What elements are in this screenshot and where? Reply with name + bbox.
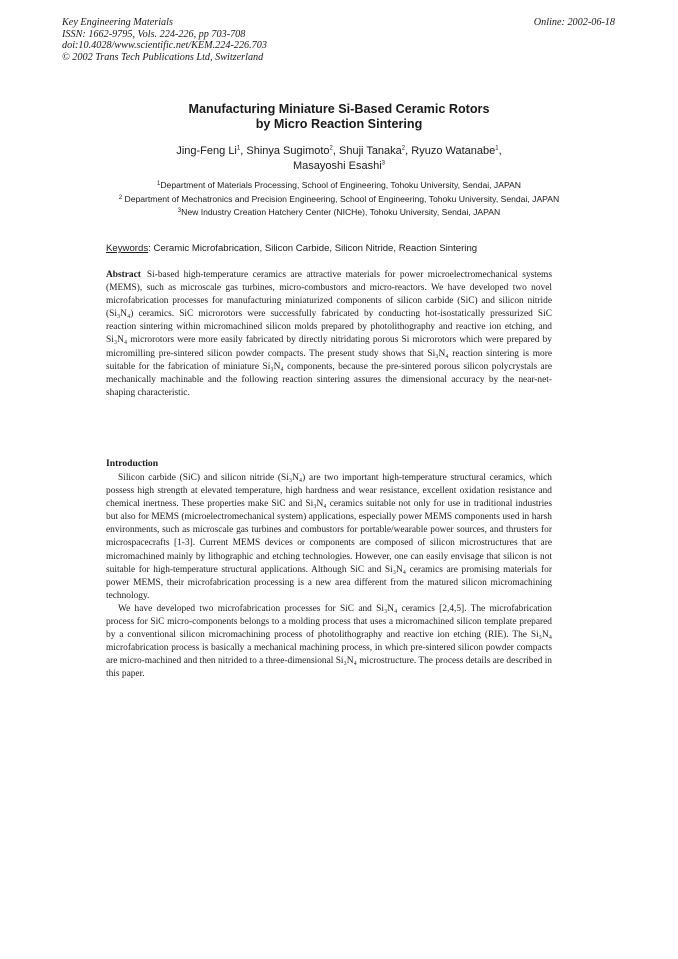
paper-title — [0, 102, 678, 132]
author-line-2 — [0, 159, 678, 174]
author-separator: , — [240, 145, 247, 157]
affiliation-mark: 3 — [177, 208, 182, 214]
affiliation-mark: 2 — [118, 194, 123, 201]
keywords-label: Keywords — [106, 243, 149, 254]
intro-paragraph-2: We have developed two microfabrication processes for SiC and Si₃N₄ ceramics [2,4,5]. The microfabrication process for SiC micro-components belongs to a molding process that uses a micromachined silicon template prepared by a conventional silicon micromachining process of photolithography and reactive ion etching (RIE). The Si₃N₄ microfabrication process is basically a mechanical machining process, in which pre-sintered silicon powder compacts are micro-machined and then nitrided to a three-dimensional Si₃N₄ microstructure. The process details are described in this paper. — [106, 603, 552, 680]
author-affil-mark: 1 — [236, 145, 241, 152]
author-separator: , — [498, 145, 502, 157]
author-line-1 — [0, 144, 678, 159]
journal-name: Key Engineering Materials — [62, 17, 173, 28]
keywords — [106, 242, 566, 255]
author-name: Ryuzo Watanabe — [411, 145, 496, 157]
author-separator: , — [332, 145, 339, 157]
affiliation-3 — [100, 205, 578, 219]
affiliation-text: Department of Mechatronics and Precision Engineering, School of Engineering, Tohoku University, Sendai, JAPAN — [124, 193, 560, 204]
affiliation-text: Department of Materials Processing, School of Engineering, Tohoku University, Sendai, JAPAN — [160, 180, 521, 190]
title-line-1: Manufacturing Miniature Si-Based Ceramic Rotors — [188, 102, 490, 116]
author-separator: , — [405, 145, 412, 157]
affiliations — [100, 178, 578, 219]
introduction-body — [106, 472, 552, 682]
affiliation-1 — [100, 178, 578, 192]
affiliation-2 — [100, 192, 578, 206]
section-heading-introduction: Introduction — [106, 458, 159, 469]
author-list — [0, 144, 678, 174]
author-name: Jing-Feng Li — [176, 145, 237, 157]
journal-issn: ISSN: 1662-9795, Vols. 224-226, pp 703-708 — [62, 28, 246, 40]
abstract-label: Abstract — [106, 270, 141, 280]
author-affil-mark: 2 — [329, 145, 333, 152]
author-name: Shinya Sugimoto — [246, 145, 330, 157]
keywords-list: : Ceramic Microfabrication, Silicon Carbide, Silicon Nitride, Reaction Sintering — [148, 243, 478, 254]
author-name: Shuji Tanaka — [339, 145, 402, 157]
affiliation-text: New Industry Creation Hatchery Center (NICHe), Tohoku University, Sendai, JAPAN — [181, 207, 501, 217]
author-name: Masayoshi Esashi — [293, 160, 382, 172]
journal-info — [62, 17, 267, 63]
affiliation-mark: 1 — [157, 181, 161, 187]
author-affil-mark: 2 — [401, 145, 406, 152]
journal-doi[interactable]: doi:10.4028/www.scientific.net/KEM.224-226.703 — [62, 40, 267, 51]
title-line-2: by Micro Reaction Sintering — [255, 117, 423, 131]
author-affil-mark: 3 — [381, 160, 385, 167]
journal-copyright: © 2002 Trans Tech Publications Ltd, Switzerland — [62, 51, 264, 63]
abstract-text: Si-based high-temperature ceramics are attractive materials for power microelectromechanical systems (MEMS), such as microscale gas turbines, micro-combustors and micro-reactors. We have developed two novel microfabrication processes for manufacturing miniaturized components of silicon carbide (SiC) and silicon nitride (Si₃N₄) ceramics. SiC microrotors were successfully fabricated by conducting hot-isostatically pressurized SiC reaction sintering within micromachined silicon molds prepared by photolithography and reactive ion etching, and Si₃N₄ microrotors were more easily fabricated by directly nitridating porous Si microrotors which were prepared by micromilling pre-sintered silicon powder compacts. The present study shows that Si₃N₄ reaction sintering is more suitable for the fabrication of miniature Si₃N₄ components, because the pre-sintered porous silicon polycrystals are mechanically machinable and the following reaction sintering assures the dimensional accuracy by the near-net-shaping characteristic. — [106, 270, 552, 398]
online-date: Online: 2002-06-18 — [533, 17, 615, 28]
intro-paragraph-1: Silicon carbide (SiC) and silicon nitride (Si₃N₄) are two important high-temperature structural ceramics, which possess high strength at elevated temperature, high hardness and wear resistance, excellent oxidation resistance and chemical inertness. These properties make SiC and Si₃N₄ ceramics suitable not only for use in traditional industries but also for MEMS (microelectromechanical system) applications, especially power MEMS components used in harsh environments, such as microscale gas turbines and combustors for portable/wearable power sources, and thrusters for microspacecrafts [1-3]. Current MEMS devices or components are composed of silicon microstructures that are micromachined mainly by lithographic and etching technologies. However, one can easily envisage that silicon is not suitable for high-temperature structural applications. Although SiC and Si₃N₄ ceramics are promising materials for power MEMS, their microfabrication processing is a new area different from the matured silicon micromachining technology. — [106, 473, 552, 601]
author-affil-mark: 1 — [495, 145, 499, 152]
abstract — [106, 269, 552, 400]
